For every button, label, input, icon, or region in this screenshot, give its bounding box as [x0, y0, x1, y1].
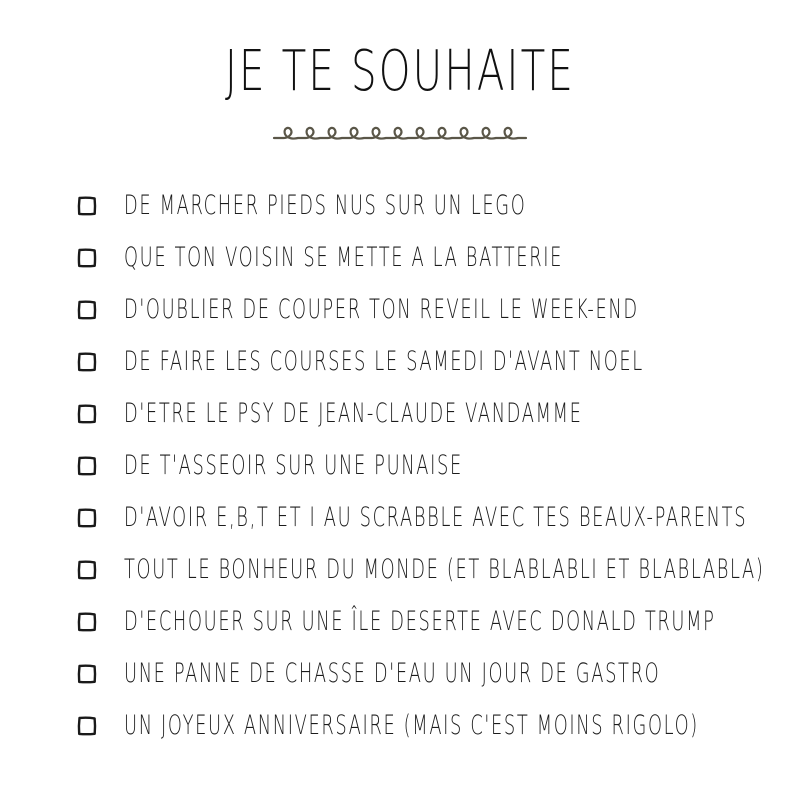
checklist-item-label: UN JOYEUX ANNIVERSAIRE (MAIS C'EST MOINS RIGOLO) — [124, 710, 699, 741]
checklist-item-label: TOUT LE BONHEUR DU MONDE (ET BLABLABLI ET BLABLABLA) — [124, 554, 765, 585]
checkbox-icon[interactable] — [76, 611, 98, 633]
checklist-item — [76, 284, 776, 336]
page-title: JE TE SOUHAITE — [224, 39, 576, 104]
checklist-item — [76, 700, 776, 752]
checkbox-icon[interactable] — [76, 455, 98, 477]
checklist-item-label: D'OUBLIER DE COUPER TON REVEIL LE WEEK-END — [124, 294, 639, 325]
checklist-item — [76, 492, 776, 544]
checklist-item-label: D'ETRE LE PSY DE JEAN-CLAUDE VANDAMME — [124, 398, 583, 429]
checklist-item-label: DE T'ASSEOIR SUR UNE PUNAISE — [124, 450, 463, 481]
checklist-item — [76, 180, 776, 232]
checkbox-icon[interactable] — [76, 559, 98, 581]
checklist-item — [76, 440, 776, 492]
checkbox-icon[interactable] — [76, 299, 98, 321]
checklist-item — [76, 596, 776, 648]
checkbox-icon[interactable] — [76, 247, 98, 269]
checklist-item — [76, 388, 776, 440]
checkbox-icon[interactable] — [76, 351, 98, 373]
checklist-item — [76, 544, 776, 596]
checkbox-icon[interactable] — [76, 403, 98, 425]
checklist-item-label: DE FAIRE LES COURSES LE SAMEDI D'AVANT NOEL — [124, 346, 644, 377]
checklist-item-label: QUE TON VOISIN SE METTE A LA BATTERIE — [124, 242, 564, 273]
checklist-item — [76, 648, 776, 700]
checkbox-icon[interactable] — [76, 663, 98, 685]
checkbox-icon[interactable] — [76, 715, 98, 737]
wish-checklist — [76, 180, 776, 752]
loop-flourish-divider — [270, 124, 530, 154]
checkbox-icon[interactable] — [76, 507, 98, 529]
checklist-item — [76, 336, 776, 388]
checklist-item-label: D'ECHOUER SUR UNE ÎLE DESERTE AVEC DONALD TRUMP — [124, 606, 716, 637]
checklist-item-label: DE MARCHER PIEDS NUS SUR UN LEGO — [124, 190, 527, 221]
checklist-item-label: D'AVOIR E,B,T ET I AU SCRABBLE AVEC TES BEAUX-PARENTS — [124, 502, 748, 533]
checklist-item-label: UNE PANNE DE CHASSE D'EAU UN JOUR DE GASTRO — [124, 658, 661, 689]
checklist-item — [76, 232, 776, 284]
checkbox-icon[interactable] — [76, 195, 98, 217]
